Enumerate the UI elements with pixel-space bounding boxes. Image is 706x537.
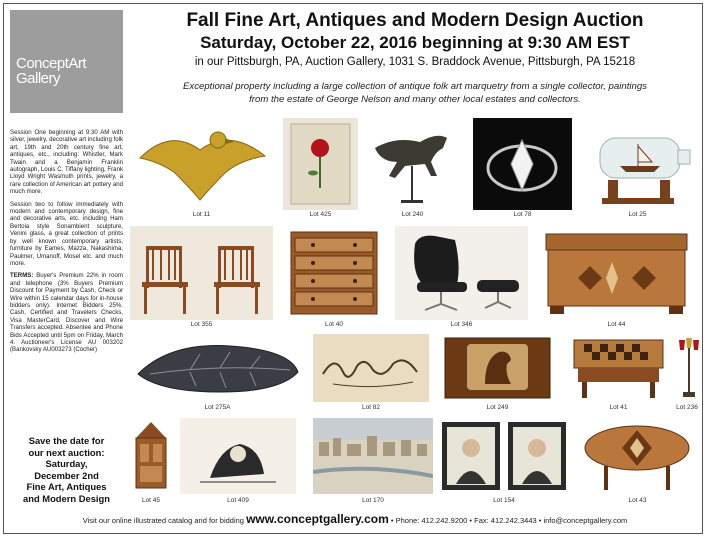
lot-label: Lot 11 [192,211,211,218]
lamp-icon [678,334,700,402]
auction-tagline [130,80,700,106]
lot-label: Lot 249 [486,404,509,411]
eagle-icon [130,118,273,210]
horse-weathervane-icon [365,118,460,210]
lot-label: Lot 236 [676,404,698,411]
lot-label: Lot 346 [450,321,473,328]
gallery-logo [10,10,123,113]
auction-venue: in our Pittsburgh, PA, Auction Gallery, 1031 S. Braddock Avenue, Pittsburgh, PA 15218 [194,56,636,68]
footer-contact: • Phone: 412.242.9200 • Fax: 412.242.3443 • info@conceptgallery.com [390,516,628,525]
save-line-2: our next auction: [28,446,105,458]
tagline-line-1: Exceptional property including a large collection of antique folk art marquetry from a single collector, paintings [183,81,647,92]
lot-label: Lot 43 [628,497,647,504]
lot-label: Lot 82 [361,404,381,411]
lot-label: Lot 41 [609,404,628,411]
session-one-text: Session One beginning at 9:30 AM with silver, jewelry, decorative art including folk art, 19th and 20th century fine art, antiques, etc., including: Whistler, Mark Twain and a Benjamin Franklin autograph, Louis C. Tiffany lighting, Frank Lloyd Wright Wasmuth prints, jewelry, a rare collection of American art pottery and much more. [10,129,124,196]
auction-datetime: Saturday, October 22, 2016 beginning at 9:30 AM EST [200,33,630,52]
cabinet-icon [130,418,172,494]
save-line-1: Save the date for [28,435,105,446]
website-link[interactable]: www.conceptgallery.com [246,512,389,526]
horse-portrait-box-icon [441,334,554,402]
save-the-date [10,435,123,505]
diamond-ring-icon [473,118,572,210]
chairs-icon [130,226,273,320]
tagline-line-2: from the estate of George Nelson and many other local estates and collectors. [249,94,581,105]
blanket-chest-icon [538,226,695,320]
logo-line-2: Gallery [16,70,61,87]
portraits-icon [438,418,570,494]
lot-label: Lot 425 [309,211,332,218]
lot-label: Lot 45 [141,497,161,504]
print-icon [180,418,296,494]
session-details [10,129,123,359]
lot-label: Lot 40 [324,321,344,328]
rose-icon [283,118,358,210]
signature-icon [313,334,429,402]
chest-of-drawers-icon [283,226,385,320]
terms-label: TERMS: [10,272,34,280]
lot-label: Lot 170 [362,497,384,504]
game-board-table-icon [564,334,673,402]
lot-label: Lot 240 [401,211,424,218]
cityscape-icon [313,418,433,494]
lounge-chair-icon [395,226,528,320]
footer [10,512,700,526]
save-line-4: December 2nd [34,469,99,481]
lot-label: Lot 44 [607,321,626,328]
auction-header [130,10,700,70]
terms-text: Buyer's Premium 22% in room and telephone (3% Buyers Premium Discount for Payment by Cash, Check or Wire within 15 calendar days for in-house bidders only). Internet Bidders 25%. Cash, Certified and Travelers Checks, Visa MasterCard, Discover and Wire Transfers accepted. Absentee and Phone Bids Accepted until 5pm on Friday, March 4. Auctioneer's License AU 003202 (Bankovsky AU003273 (Cocher) [10,272,123,354]
save-line-3: Saturday, [45,458,88,470]
lot-label: Lot 25 [628,211,647,218]
leaf-sculpture-icon [130,334,305,402]
ship-in-bottle-icon [580,118,695,210]
terms-paragraph [10,272,123,353]
save-line-6: and Modern Design [23,492,110,504]
marquetry-table-icon [580,418,695,494]
lot-label: Lot 78 [513,211,532,218]
auction-title: Fall Fine Art, Antiques and Modern Design Auction [186,10,644,31]
lot-label: Lot 275A [204,404,231,411]
session-two-text: Session two to follow immediately with modern and contemporary design, fine and decorative arts, etc. including Ham Bertoia style Sonambient sculpture, Venini glass, a great collection of prints by well known contemporary artists, furniture by Eames, Mazza, Nakashima, Paulmer, Umanoff, Mosel etc. and much more. [10,200,123,267]
lot-label: Lot 154 [493,497,515,504]
lot-label: Lot 409 [227,497,249,504]
logo-line-1: ConceptArt [16,55,87,72]
lot-label: Lot 355 [190,321,213,328]
save-line-5: Fine Art, Antiques [26,481,107,493]
footer-prefix: Visit our online illustrated catalog and for bidding [82,516,244,525]
